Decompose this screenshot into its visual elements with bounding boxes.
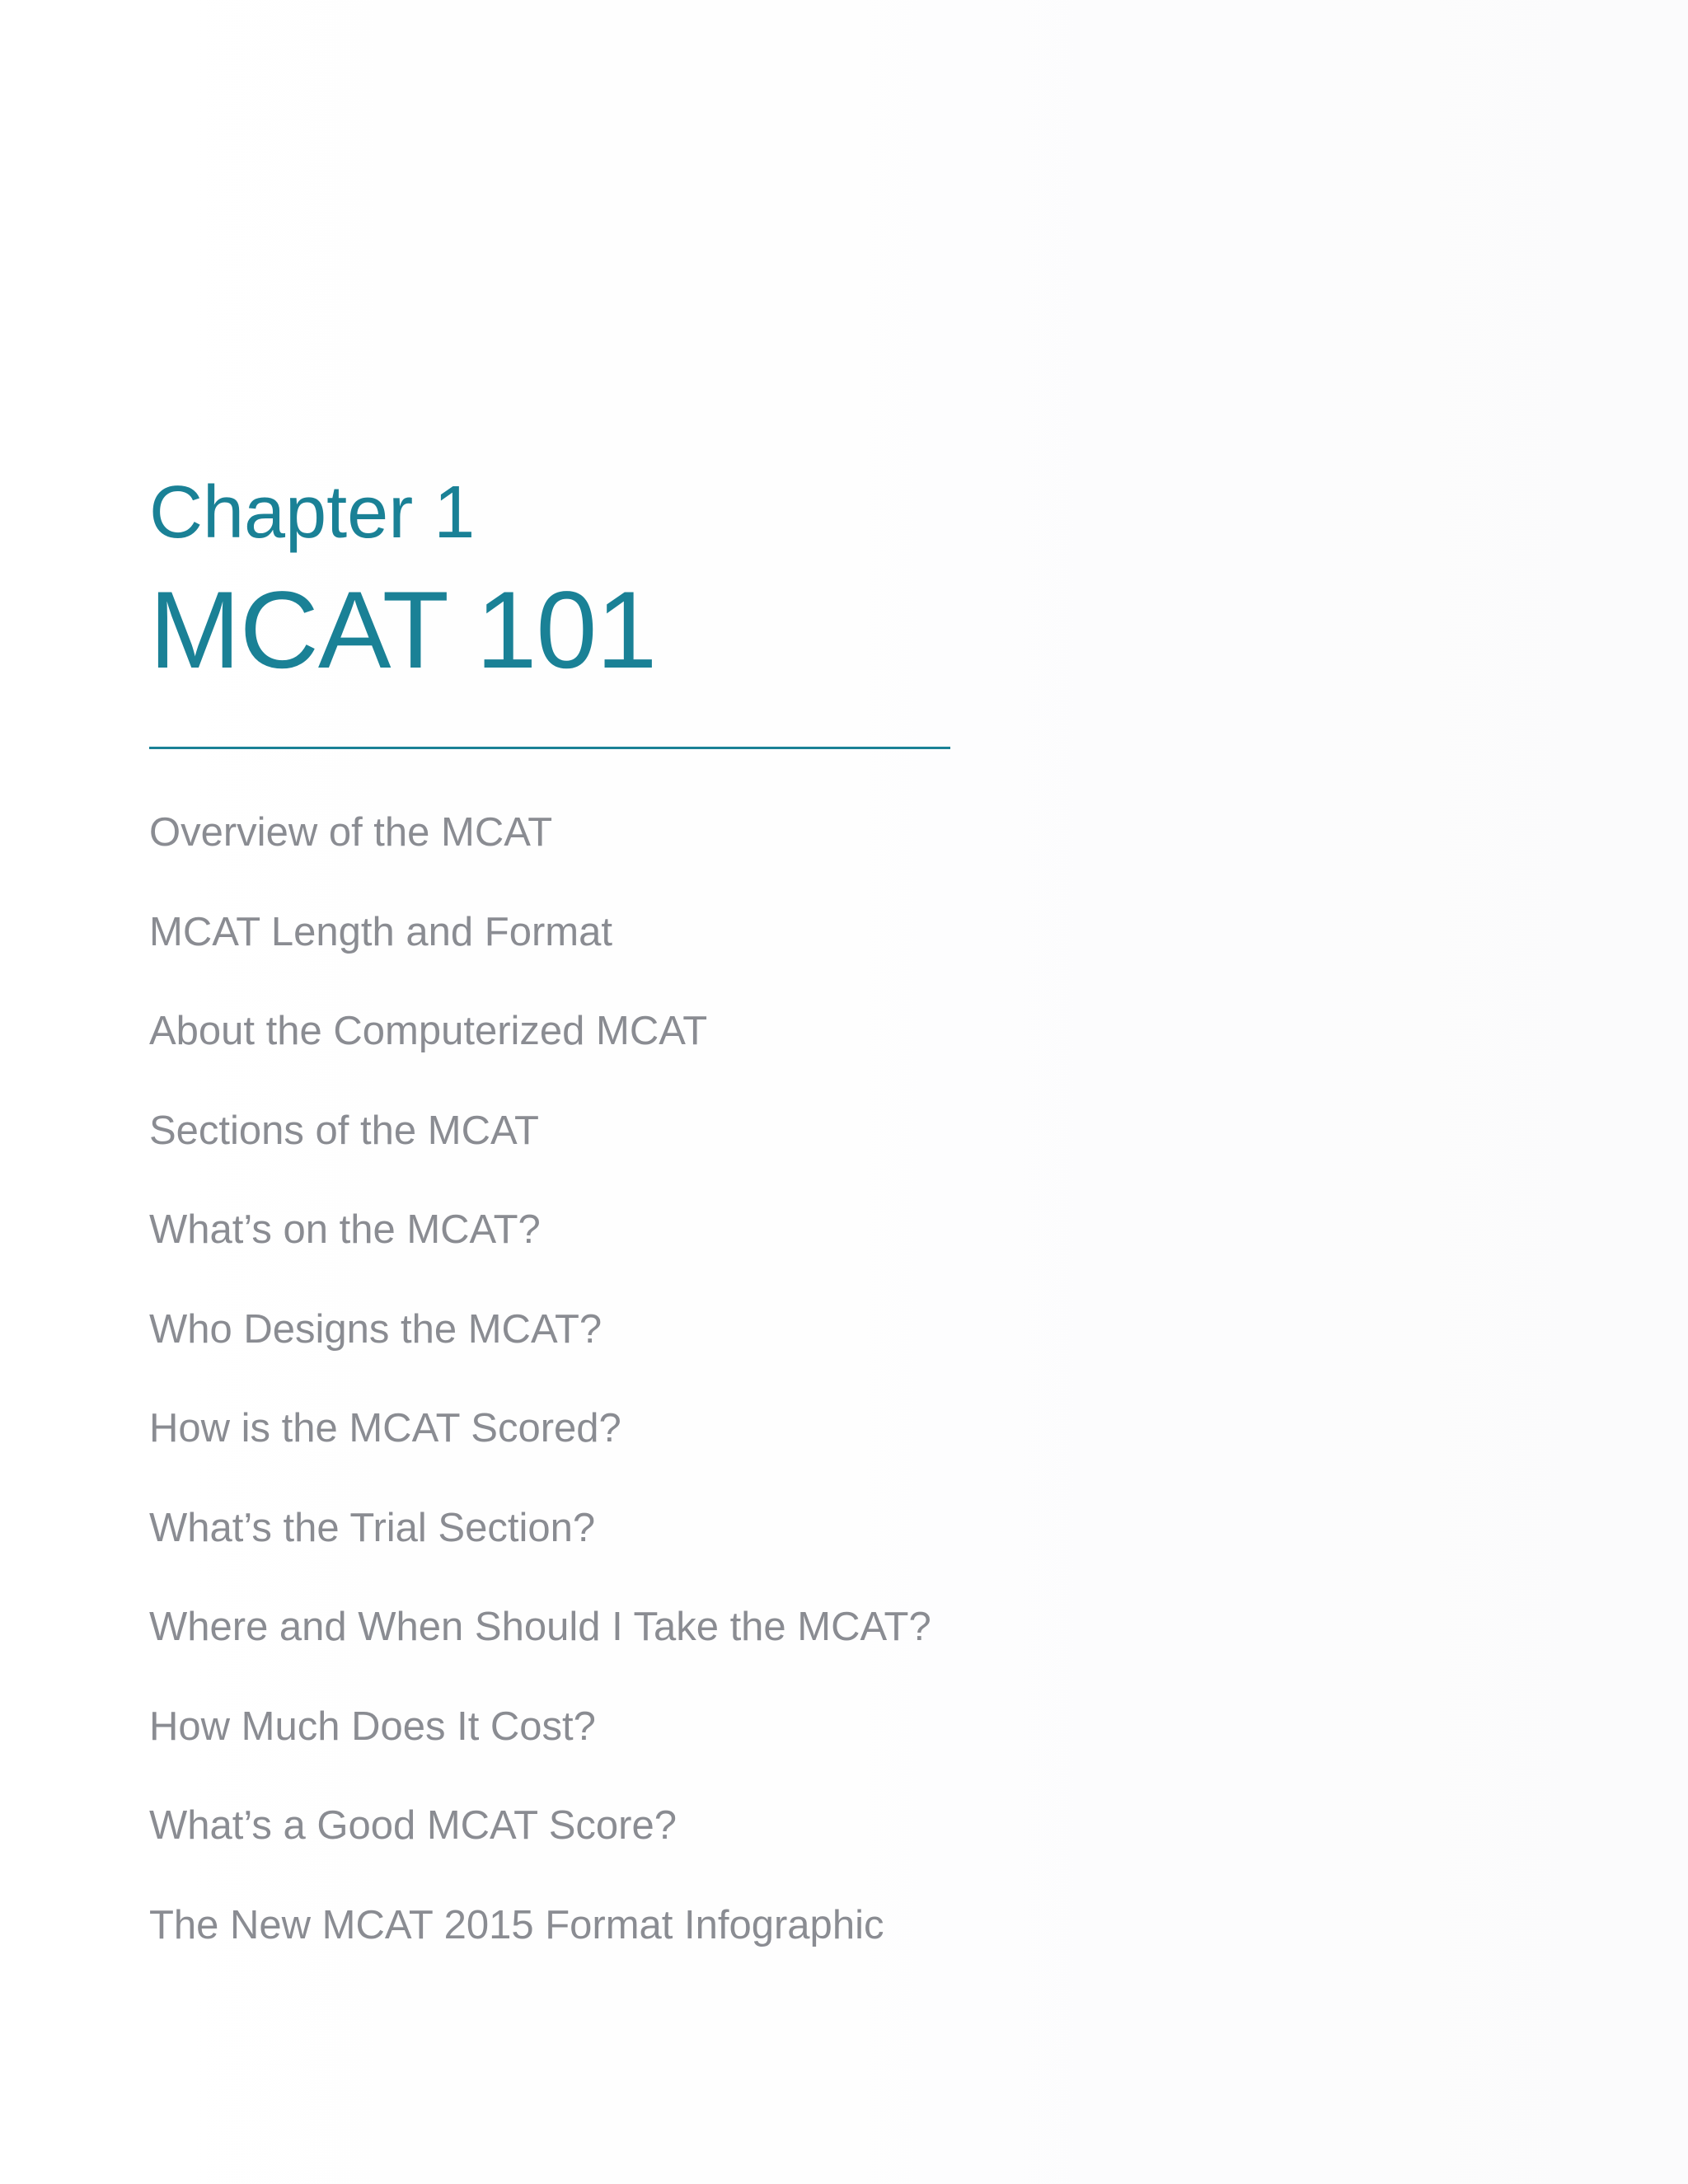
toc-item-computerized-mcat[interactable]: About the Computerized MCAT [149, 1009, 708, 1053]
toc-item-overview[interactable]: Overview of the MCAT [149, 810, 553, 855]
chapter-title: MCAT 101 [149, 569, 657, 691]
toc-item-scoring[interactable]: How is the MCAT Scored? [149, 1406, 621, 1451]
toc-item-whats-on[interactable]: What’s on the MCAT? [149, 1207, 541, 1252]
toc-item-cost[interactable]: How Much Does It Cost? [149, 1704, 596, 1749]
toc-item-who-designs[interactable]: Who Designs the MCAT? [149, 1306, 603, 1352]
title-divider [149, 747, 950, 749]
toc-item-good-score[interactable]: What’s a Good MCAT Score? [149, 1803, 677, 1848]
toc-item-sections[interactable]: Sections of the MCAT [149, 1108, 539, 1153]
toc-item-where-when[interactable]: Where and When Should I Take the MCAT? [149, 1605, 931, 1649]
toc-item-length-format[interactable]: MCAT Length and Format [149, 909, 612, 954]
toc-item-infographic[interactable]: The New MCAT 2015 Format Infographic [149, 1902, 884, 1947]
toc-item-trial-section[interactable]: What’s the Trial Section? [149, 1505, 596, 1550]
chapter-contents-list [149, 808, 931, 1999]
chapter-label: Chapter 1 [149, 471, 476, 554]
